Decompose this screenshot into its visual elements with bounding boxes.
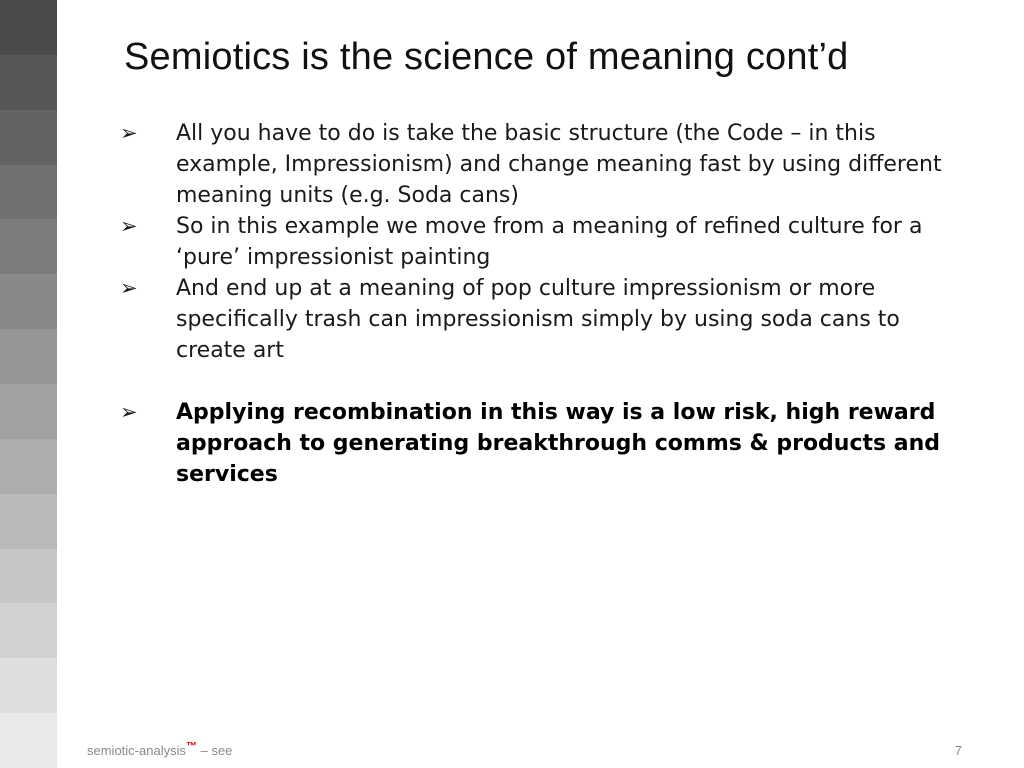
strip-block — [0, 658, 57, 713]
arrow-bullet-icon: ➢ — [120, 214, 138, 238]
strip-block — [0, 55, 57, 110]
strip-block — [0, 274, 57, 329]
bullet-text: And end up at a meaning of pop culture impressionism or more specifically trash can impressionism simply by using soda cans to create art — [176, 276, 900, 363]
bullet-item — [120, 118, 970, 211]
bullet-list — [120, 118, 970, 490]
bullet-text: Applying recombination in this way is a low risk, high reward approach to generating breakthrough comms & products and services — [176, 400, 941, 487]
strip-block — [0, 329, 57, 384]
arrow-bullet-icon: ➢ — [120, 121, 138, 145]
strip-block — [0, 110, 57, 165]
footer-suffix: – see — [196, 743, 233, 758]
bullet-text: So in this example we move from a meaning of refined culture for a ‘pure’ impressionist painting — [176, 214, 923, 270]
side-gradient-strip — [0, 0, 57, 768]
trademark-symbol: ™ — [185, 740, 197, 753]
strip-block — [0, 384, 57, 439]
strip-block — [0, 219, 57, 274]
bullet-item — [120, 273, 970, 366]
footer-brand-name: semiotic-analysis — [87, 743, 186, 758]
strip-block — [0, 439, 57, 494]
strip-block — [0, 713, 57, 768]
arrow-bullet-icon: ➢ — [120, 400, 138, 424]
strip-block — [0, 603, 57, 658]
strip-block — [0, 494, 57, 549]
bullet-text: All you have to do is take the basic structure (the Code – in this example, Impressionism) and change meaning fast by using different meaning units (e.g. Soda cans) — [176, 121, 942, 208]
footer-brand — [87, 740, 233, 758]
strip-block — [0, 549, 57, 604]
strip-block — [0, 165, 57, 220]
strip-block — [0, 0, 57, 55]
slide-title: Semiotics is the science of meaning cont’d — [124, 36, 849, 78]
bullet-item-emphasis — [120, 397, 970, 490]
arrow-bullet-icon: ➢ — [120, 276, 138, 300]
bullet-item — [120, 211, 970, 273]
page-number: 7 — [954, 743, 962, 758]
